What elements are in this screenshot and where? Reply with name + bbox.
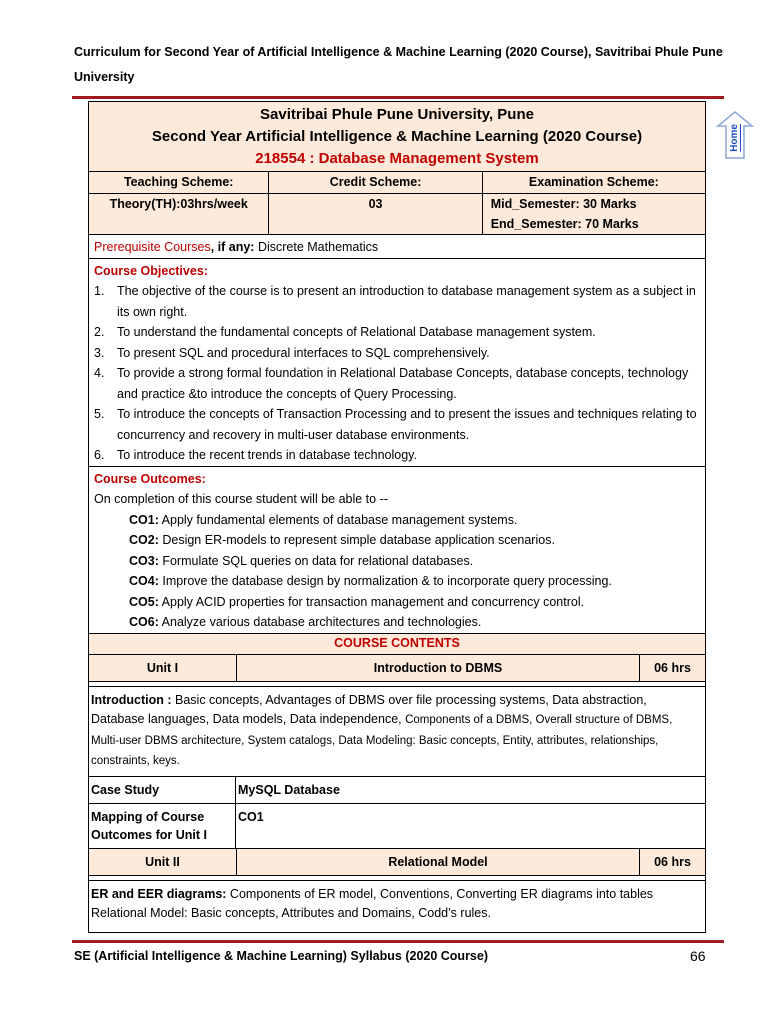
exam-scheme-value <box>483 194 705 234</box>
unit1-topics <box>89 686 705 777</box>
contents-heading: COURSE CONTENTS <box>334 635 460 650</box>
list-item: 3. To present SQL and procedural interfaces to SQL comprehensively. <box>94 345 490 360</box>
teaching-scheme-value: Theory(TH):03hrs/week <box>89 194 269 234</box>
unit1-topic-label: Introduction : <box>91 692 172 707</box>
list-item: CO6: Analyze various database architectures and technologies. <box>129 615 482 629</box>
exam-mid-semester: Mid_Semester: 30 Marks <box>490 197 637 211</box>
course-title-block <box>89 102 705 172</box>
unit2-header <box>89 848 705 876</box>
list-item: CO5: Apply ACID properties for transaction management and concurrency control. <box>129 594 585 609</box>
teaching-scheme-header: Teaching Scheme: <box>89 172 269 193</box>
unit1-title: Introduction to DBMS <box>237 655 640 681</box>
home-button[interactable] <box>716 110 754 160</box>
footer-divider <box>72 940 724 943</box>
unit2-hours: 06 hrs <box>654 854 691 869</box>
mapping-value: CO1 <box>238 809 264 824</box>
page-header: Curriculum for Second Year of Artificial Intelligence & Machine Learning (2020 Course), Savitribai Phule Pune University <box>74 45 723 84</box>
course-outcomes <box>89 467 705 633</box>
list-item: CO2: Design ER-models to represent simple database application scenarios. <box>129 533 555 547</box>
unit2-title: Relational Model <box>237 849 640 875</box>
unit1-topic-text-cont: Components of a DBMS, Overall structure of DBMS, Multi-user DBMS architecture, System catalogs, Data Modeling: Basic concepts, Entity, attributes, relationships, constraints, keys. <box>91 714 673 767</box>
scheme-value-row <box>89 194 705 235</box>
prerequisite-suffix: , if any: <box>210 240 255 254</box>
exam-end-semester: End_Semester: 70 Marks <box>490 217 639 231</box>
credit-scheme-header: Credit Scheme: <box>269 172 482 193</box>
unit2-topic-text-2: Relational Model: Basic concepts, Attributes and Domains, Codd’s rules. <box>91 906 491 920</box>
exam-scheme-header: Examination Scheme: <box>528 175 659 189</box>
unit1-case-study-row <box>89 777 705 804</box>
outcomes-heading: Course Outcomes: <box>94 471 206 486</box>
unit1-header-row <box>89 654 705 682</box>
unit2-header-row <box>89 848 705 876</box>
unit2-label: Unit II <box>89 849 237 875</box>
case-study-value: MySQL Database <box>238 782 340 797</box>
list-item: 1. The objective of the course is to present an introduction to database management system as a subject in its own right. <box>94 284 696 319</box>
page-number: 66 <box>690 948 706 964</box>
unit2-topics <box>89 880 705 932</box>
prerequisite-label: Prerequisite Courses <box>94 240 211 254</box>
credit-scheme-value: 03 <box>269 194 482 234</box>
list-item: CO1: Apply fundamental elements of database management systems. <box>129 512 518 527</box>
list-item: 6. To introduce the recent trends in database technology. <box>94 448 417 462</box>
prerequisite-row <box>89 235 705 259</box>
unit2-topic-text: Components of ER model, Conventions, Converting ER diagrams into tables <box>226 886 654 901</box>
university-title: Savitribai Phule Pune University, Pune <box>260 106 534 123</box>
objectives-heading: Course Objectives: <box>94 263 208 278</box>
header-divider <box>72 96 724 99</box>
unit1-topic-text: Basic concepts, Advantages of DBMS over file processing systems, Data abstraction, Database languages, Data models, Data independence, <box>91 692 647 726</box>
home-label[interactable]: Home <box>729 124 740 152</box>
unit1-mapping-row <box>89 804 705 848</box>
unit2-topic-label: ER and EER diagrams: <box>91 886 227 901</box>
list-item: 2. To understand the fundamental concepts of Relational Database management system. <box>94 325 596 339</box>
list-item: 4. To provide a strong formal foundation in Relational Database Concepts, database concepts, technology and practice &to introduce the concepts of Query Processing. <box>94 366 689 401</box>
outcomes-intro: On completion of this course student will be able to -- <box>94 492 388 506</box>
list-item: CO4: Improve the database design by normalization & to incorporate query processing. <box>129 574 612 588</box>
course-contents <box>89 633 705 682</box>
footer-title: SE (Artificial Intelligence & Machine Learning) Syllabus (2020 Course) <box>74 949 488 963</box>
objectives-list <box>94 281 700 466</box>
syllabus-table <box>88 101 706 933</box>
unit1-hours: 06 hrs <box>654 660 691 675</box>
course-objectives <box>89 259 705 467</box>
case-study-label: Case Study <box>89 777 236 803</box>
unit1-label: Unit I <box>89 655 237 681</box>
mapping-label: Mapping of Course Outcomes for Unit I <box>89 804 236 848</box>
course-title: 218554 : Database Management System <box>255 150 539 167</box>
list-item: 5. To introduce the concepts of Transaction Processing and to present the issues and techniques relating to concurrency and recovery in multi-user database environments. <box>94 407 697 442</box>
program-title: Second Year Artificial Intelligence & Machine Learning (2020 Course) <box>151 128 643 145</box>
scheme-header-row <box>89 172 705 194</box>
list-item: CO3: Formulate SQL queries on data for relational databases. <box>129 553 474 568</box>
prerequisite-value: Discrete Mathematics <box>254 240 379 254</box>
